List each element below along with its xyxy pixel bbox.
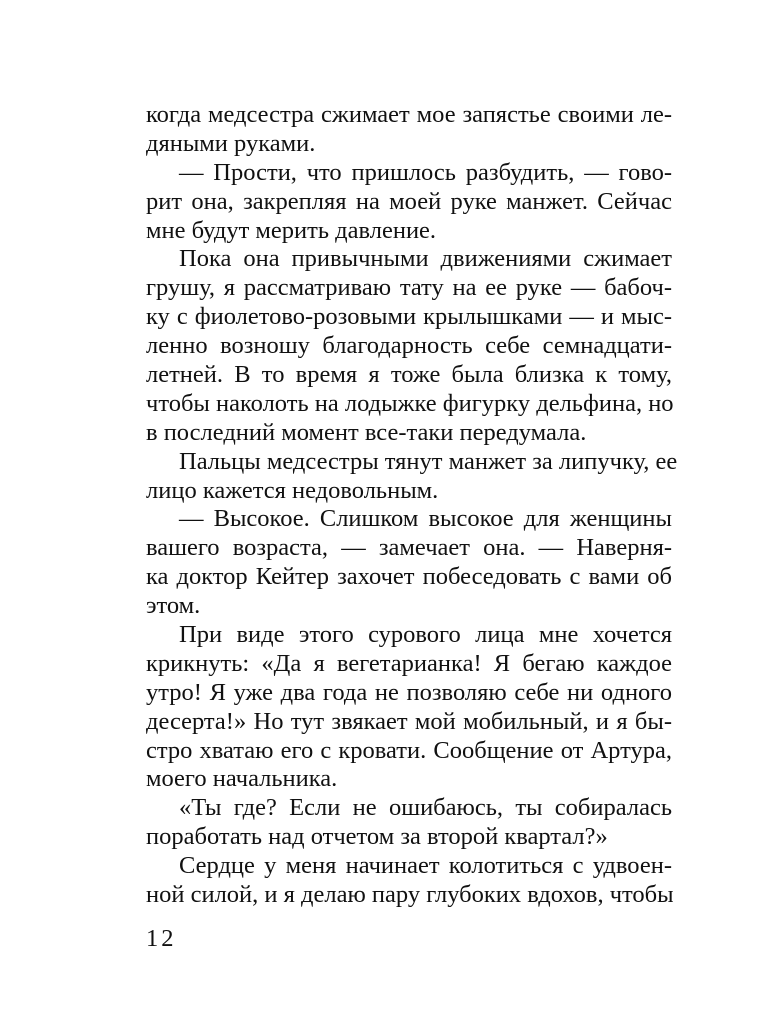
text-line: поработать над отчетом за второй квартал?»: [146, 823, 608, 851]
text-line: стро хватаю его с кровати. Сообщение от Артура,: [146, 736, 672, 764]
page-text: [146, 101, 678, 910]
page-number: 12: [146, 925, 177, 952]
text-line: утро! Я уже два года не позволяю себе ни одного: [146, 678, 672, 706]
text-line: Пальцы медсестры тянут манжет за липучку, ее: [179, 447, 678, 475]
text-line: дяными руками.: [146, 129, 316, 157]
text-line: рит она, закрепляя на моей руке манжет. Сейчас: [146, 187, 672, 215]
text-line: ленно возношу благодарность себе семнадцати-: [146, 332, 672, 360]
text-line: Пока она привычными движениями сжимает: [179, 245, 672, 273]
text-line: При виде этого сурового лица мне хочется: [179, 621, 672, 649]
text-line: когда медсестра сжимает мое запястье своими ле-: [146, 101, 672, 128]
text-line: в последний момент все-таки передумала.: [146, 418, 587, 446]
text-line: чтобы наколоть на лодыжке фигурку дельфина, но: [146, 389, 674, 417]
text-line: «Ты где? Если не ошибаюсь, ты собиралась: [179, 794, 672, 822]
text-line: — Прости, что пришлось разбудить, — гово-: [179, 158, 672, 186]
text-line: ку с фиолетово-розовыми крылышками — и мыс-: [146, 303, 672, 331]
text-line: вашего возраста, — замечает она. — Наверня-: [146, 534, 672, 562]
text-line: крикнуть: «Да я вегетарианка! Я бегаю каждое: [146, 649, 672, 677]
text-line: летней. В то время я тоже была близка к тому,: [146, 361, 672, 389]
text-line: этом.: [146, 592, 201, 620]
text-line: моего начальника.: [146, 765, 338, 793]
text-line: Сердце у меня начинает колотиться с удвоен-: [179, 852, 672, 880]
text-line: десерта!» Но тут звякает мой мобильный, и я бы-: [146, 707, 672, 735]
text-line: грушу, я рассматриваю тату на ее руке — бабоч-: [146, 274, 672, 302]
text-line: ка доктор Кейтер захочет побеседовать с вами об: [146, 563, 672, 591]
text-line: лицо кажется недовольным.: [146, 476, 439, 504]
text-line: мне будут мерить давление.: [146, 216, 437, 244]
text-line: ной силой, и я делаю пару глубоких вдохов, чтобы: [146, 881, 674, 909]
text-line: — Высокое. Слишком высокое для женщины: [179, 505, 672, 533]
